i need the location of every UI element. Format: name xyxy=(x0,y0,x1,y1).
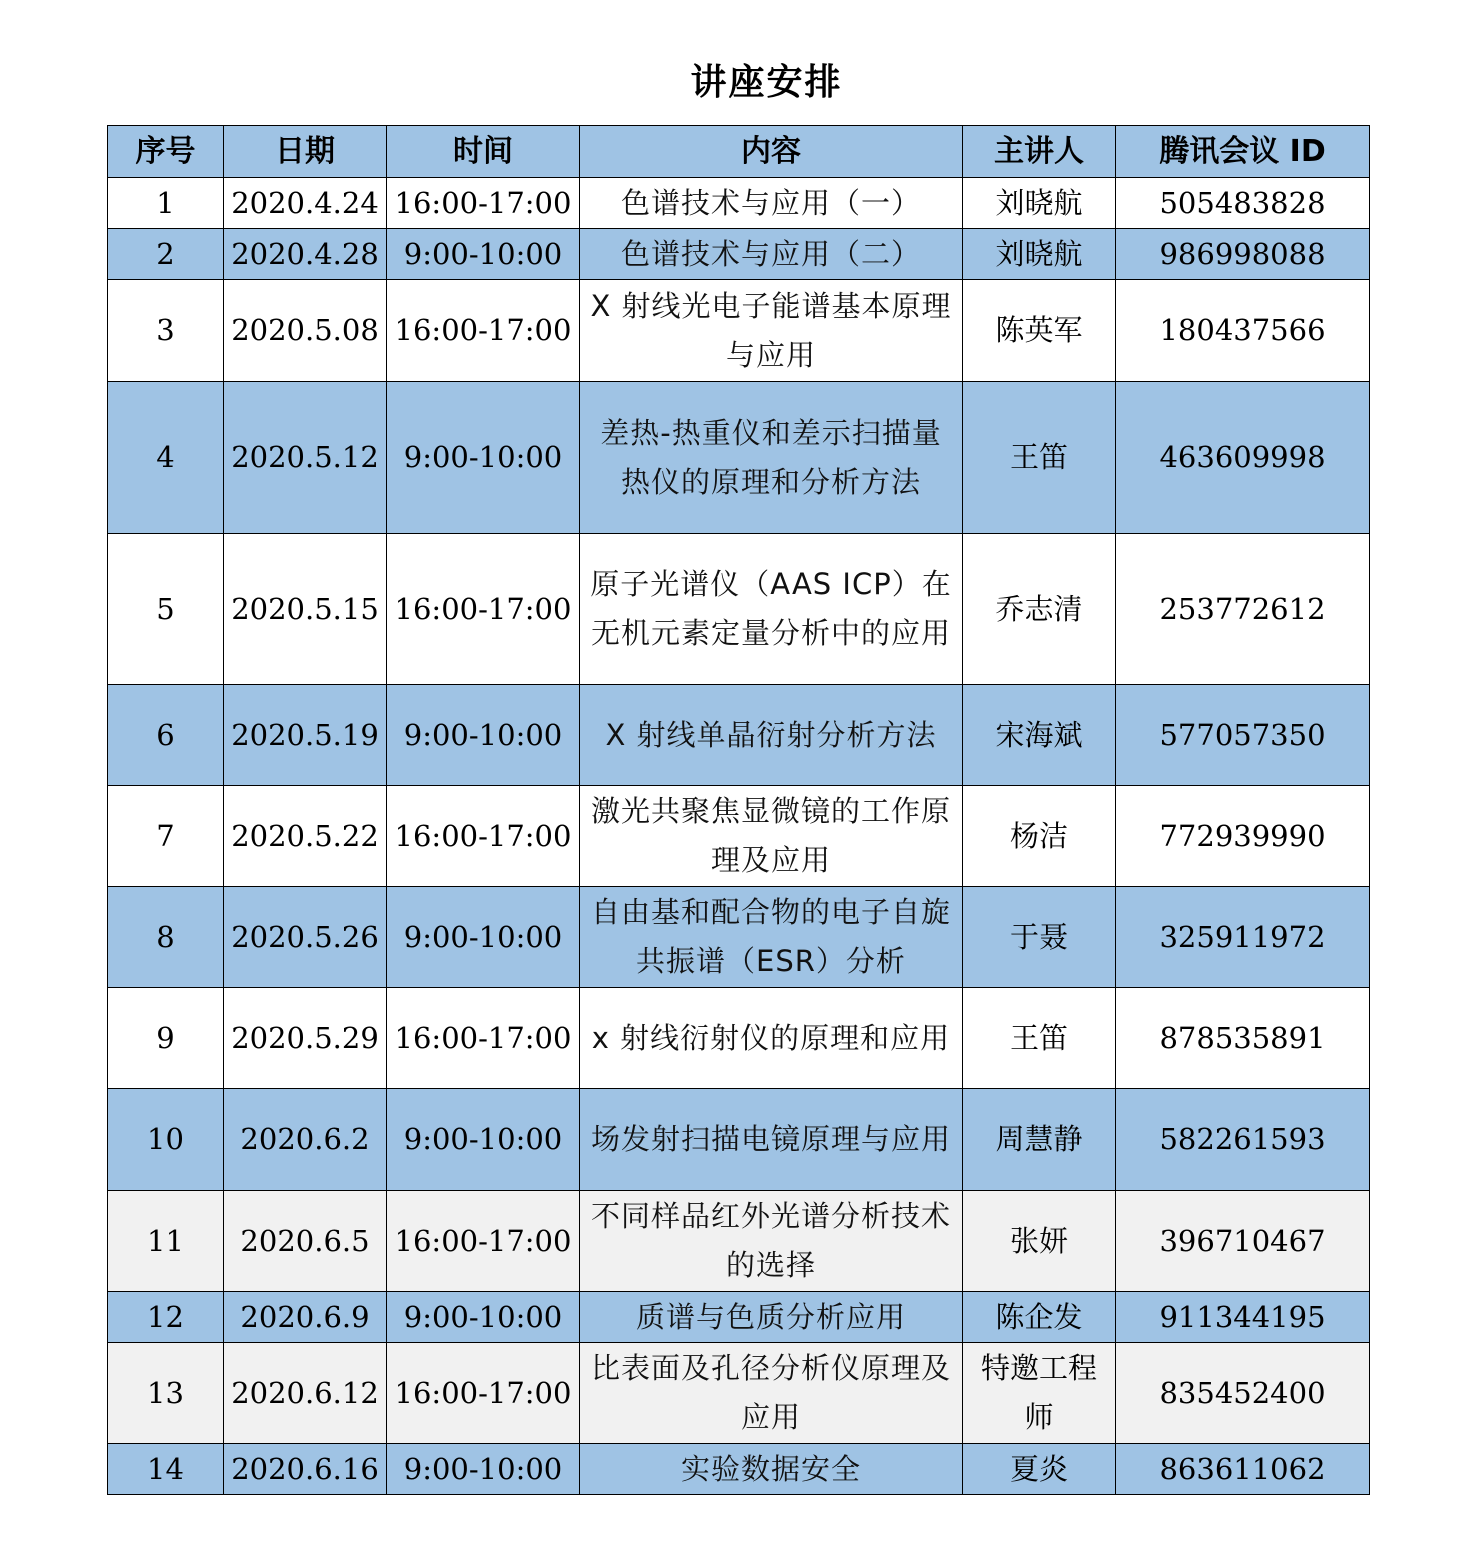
table-row xyxy=(108,178,1370,229)
cell-number: 10 xyxy=(108,1089,224,1191)
cell-speaker: 王笛 xyxy=(963,382,1116,534)
cell-meeting-id: 325911972 xyxy=(1116,887,1370,988)
cell-content: 比表面及孔径分析仪原理及应用 xyxy=(580,1343,963,1444)
table-row xyxy=(108,1089,1370,1191)
table-row xyxy=(108,988,1370,1089)
cell-speaker: 周慧静 xyxy=(963,1089,1116,1191)
cell-time: 9:00-10:00 xyxy=(387,887,580,988)
cell-meeting-id: 253772612 xyxy=(1116,534,1370,685)
cell-number: 5 xyxy=(108,534,224,685)
cell-speaker: 杨洁 xyxy=(963,786,1116,887)
cell-number: 3 xyxy=(108,280,224,382)
table-row xyxy=(108,786,1370,887)
cell-date: 2020.6.2 xyxy=(224,1089,387,1191)
cell-speaker: 陈英军 xyxy=(963,280,1116,382)
cell-content: 色谱技术与应用（一） xyxy=(580,178,963,229)
table-row xyxy=(108,1191,1370,1292)
cell-date: 2020.6.9 xyxy=(224,1292,387,1343)
cell-time: 16:00-17:00 xyxy=(387,280,580,382)
cell-date: 2020.5.29 xyxy=(224,988,387,1089)
cell-content: X 射线单晶衍射分析方法 xyxy=(580,685,963,786)
cell-number: 11 xyxy=(108,1191,224,1292)
cell-speaker: 刘晓航 xyxy=(963,178,1116,229)
table-row xyxy=(108,280,1370,382)
cell-content: 实验数据安全 xyxy=(580,1444,963,1495)
table-row xyxy=(108,1444,1370,1495)
cell-content: 不同样品红外光谱分析技术的选择 xyxy=(580,1191,963,1292)
cell-time: 9:00-10:00 xyxy=(387,1089,580,1191)
cell-meeting-id: 582261593 xyxy=(1116,1089,1370,1191)
cell-meeting-id: 835452400 xyxy=(1116,1343,1370,1444)
cell-time: 16:00-17:00 xyxy=(387,1343,580,1444)
cell-time: 9:00-10:00 xyxy=(387,685,580,786)
cell-speaker: 宋海斌 xyxy=(963,685,1116,786)
page-title: 讲座安排 xyxy=(690,62,843,103)
cell-date: 2020.6.12 xyxy=(224,1343,387,1444)
cell-date: 2020.5.15 xyxy=(224,534,387,685)
cell-time: 9:00-10:00 xyxy=(387,229,580,280)
cell-meeting-id: 878535891 xyxy=(1116,988,1370,1089)
cell-number: 8 xyxy=(108,887,224,988)
cell-date: 2020.5.19 xyxy=(224,685,387,786)
cell-meeting-id: 863611062 xyxy=(1116,1444,1370,1495)
table-row xyxy=(108,887,1370,988)
cell-date: 2020.5.08 xyxy=(224,280,387,382)
cell-number: 13 xyxy=(108,1343,224,1444)
cell-meeting-id: 986998088 xyxy=(1116,229,1370,280)
cell-time: 16:00-17:00 xyxy=(387,786,580,887)
cell-date: 2020.5.26 xyxy=(224,887,387,988)
cell-number: 12 xyxy=(108,1292,224,1343)
header-meeting-id: 腾讯会议 ID xyxy=(1116,126,1370,178)
cell-content: 激光共聚焦显微镜的工作原理及应用 xyxy=(580,786,963,887)
cell-meeting-id: 577057350 xyxy=(1116,685,1370,786)
cell-speaker: 张妍 xyxy=(963,1191,1116,1292)
cell-content: X 射线光电子能谱基本原理与应用 xyxy=(580,280,963,382)
cell-content: 原子光谱仪（AAS ICP）在无机元素定量分析中的应用 xyxy=(580,534,963,685)
table-row xyxy=(108,534,1370,685)
cell-meeting-id: 772939990 xyxy=(1116,786,1370,887)
cell-number: 7 xyxy=(108,786,224,887)
cell-meeting-id: 911344195 xyxy=(1116,1292,1370,1343)
cell-speaker: 刘晓航 xyxy=(963,229,1116,280)
lecture-schedule-table xyxy=(107,125,1370,1495)
header-time: 时间 xyxy=(387,126,580,178)
cell-speaker: 乔志清 xyxy=(963,534,1116,685)
cell-date: 2020.4.28 xyxy=(224,229,387,280)
cell-content: 色谱技术与应用（二） xyxy=(580,229,963,280)
cell-time: 16:00-17:00 xyxy=(387,988,580,1089)
cell-time: 16:00-17:00 xyxy=(387,178,580,229)
cell-meeting-id: 463609998 xyxy=(1116,382,1370,534)
cell-number: 2 xyxy=(108,229,224,280)
cell-content: 自由基和配合物的电子自旋共振谱（ESR）分析 xyxy=(580,887,963,988)
cell-content: x 射线衍射仪的原理和应用 xyxy=(580,988,963,1089)
cell-time: 16:00-17:00 xyxy=(387,534,580,685)
cell-speaker: 特邀工程师 xyxy=(963,1343,1116,1444)
table-row xyxy=(108,229,1370,280)
cell-speaker: 陈企发 xyxy=(963,1292,1116,1343)
cell-date: 2020.6.16 xyxy=(224,1444,387,1495)
table-header-row xyxy=(108,126,1370,178)
cell-number: 4 xyxy=(108,382,224,534)
cell-meeting-id: 396710467 xyxy=(1116,1191,1370,1292)
cell-number: 6 xyxy=(108,685,224,786)
cell-number: 14 xyxy=(108,1444,224,1495)
cell-time: 9:00-10:00 xyxy=(387,1444,580,1495)
cell-number: 9 xyxy=(108,988,224,1089)
table-row xyxy=(108,685,1370,786)
cell-speaker: 王笛 xyxy=(963,988,1116,1089)
cell-content: 差热-热重仪和差示扫描量热仪的原理和分析方法 xyxy=(580,382,963,534)
cell-speaker: 夏炎 xyxy=(963,1444,1116,1495)
cell-date: 2020.4.24 xyxy=(224,178,387,229)
cell-meeting-id: 505483828 xyxy=(1116,178,1370,229)
cell-time: 9:00-10:00 xyxy=(387,382,580,534)
cell-time: 9:00-10:00 xyxy=(387,1292,580,1343)
cell-speaker: 于聂 xyxy=(963,887,1116,988)
cell-date: 2020.5.22 xyxy=(224,786,387,887)
table-body xyxy=(108,178,1370,1495)
cell-meeting-id: 180437566 xyxy=(1116,280,1370,382)
table-row xyxy=(108,1343,1370,1444)
cell-number: 1 xyxy=(108,178,224,229)
table-row xyxy=(108,382,1370,534)
header-content: 内容 xyxy=(580,126,963,178)
header-date: 日期 xyxy=(224,126,387,178)
header-speaker: 主讲人 xyxy=(963,126,1116,178)
header-number: 序号 xyxy=(108,126,224,178)
cell-content: 质谱与色质分析应用 xyxy=(580,1292,963,1343)
cell-date: 2020.6.5 xyxy=(224,1191,387,1292)
table-row xyxy=(108,1292,1370,1343)
cell-time: 16:00-17:00 xyxy=(387,1191,580,1292)
cell-content: 场发射扫描电镜原理与应用 xyxy=(580,1089,963,1191)
cell-date: 2020.5.12 xyxy=(224,382,387,534)
